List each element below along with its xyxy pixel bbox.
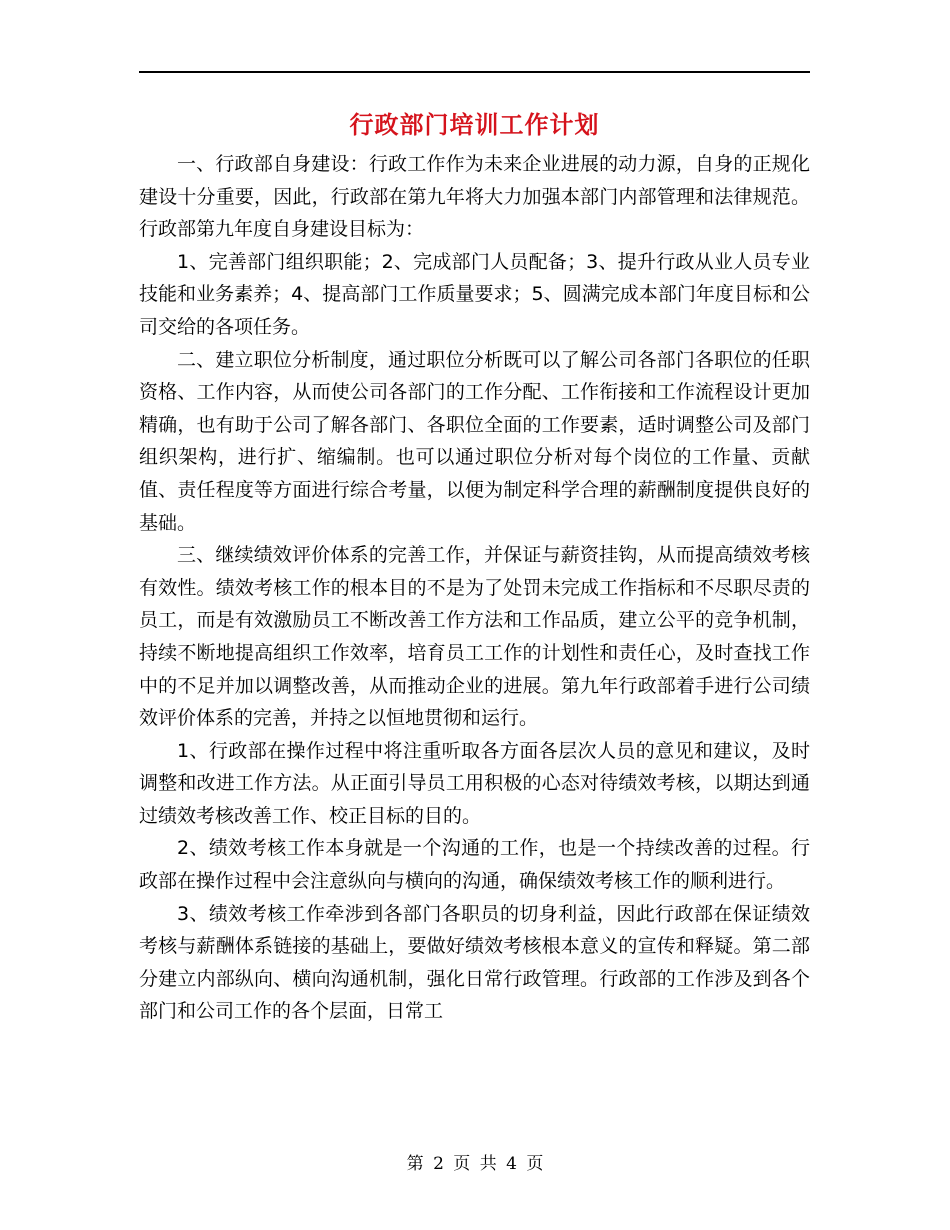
paragraph: 二、建立职位分析制度，通过职位分析既可以了解公司各部门各职位的任职资格、工作内容，从而使公司各部门的工作分配、工作衔接和工作流程设计更加精确，也有助于公司了解各部门、各职位全面的工作要素，适时调整公司及部门组织架构，进行扩、缩编制。也可以通过职位分析对每个岗位的工作量、贡献值、责任程度等方面进行综合考量，以便为制定科学合理的薪酬制度提供良好的基础。: [139, 348, 810, 534]
paragraph: 2、绩效考核工作本身就是一个沟通的工作，也是一个持续改善的过程。行政部在操作过程中会注意纵向与横向的沟通，确保绩效考核工作的顺利进行。: [139, 837, 810, 893]
paragraph: 3、绩效考核工作牵涉到各部门各职员的切身利益，因此行政部在保证绩效考核与薪酬体系链接的基础上，要做好绩效考核根本意义的宣传和释疑。第二部分建立内部纵向、横向沟通机制，强化日常行政管理。行政部的工作涉及到各个部门和公司工作的各个层面，日常工: [139, 902, 810, 1023]
paragraph: 三、继续绩效评价体系的完善工作，并保证与薪资挂钩，从而提高绩效考核有效性。绩效考核工作的根本目的不是为了处罚未完成工作指标和不尽职尽责的员工，而是有效激励员工不断改善工作方法和工作品质，建立公平的竞争机制，持续不断地提高组织工作效率，培育员工工作的计划性和责任心，及时查找工作中的不足并加以调整改善，从而推动企业的进展。第九年行政部着手进行公司绩效评价体系的完善，并持之以恒地贯彻和运行。: [139, 544, 810, 730]
document-body: [139, 148, 810, 1028]
page-number-footer: 第 2 页 共 4 页: [406, 1154, 544, 1174]
paragraph: 一、行政部自身建设：行政工作作为未来企业进展的动力源，自身的正规化建设十分重要，因此，行政部在第九年将大力加强本部门内部管理和法律规范。行政部第九年度自身建设目标为：: [139, 153, 810, 241]
header-rule: [139, 71, 810, 73]
paragraph: 1、行政部在操作过程中将注重听取各方面各层次人员的意见和建议，及时调整和改进工作方法。从正面引导员工用积极的心态对待绩效考核，以期达到通过绩效考核改善工作、校正目标的目的。: [139, 739, 810, 827]
paragraph: 1、完善部门组织职能；2、完成部门人员配备；3、提升行政从业人员专业技能和业务素养；4、提高部门工作质量要求；5、圆满完成本部门年度目标和公司交给的各项任务。: [139, 250, 810, 338]
document-title: 行政部门培训工作计划: [349, 110, 600, 139]
